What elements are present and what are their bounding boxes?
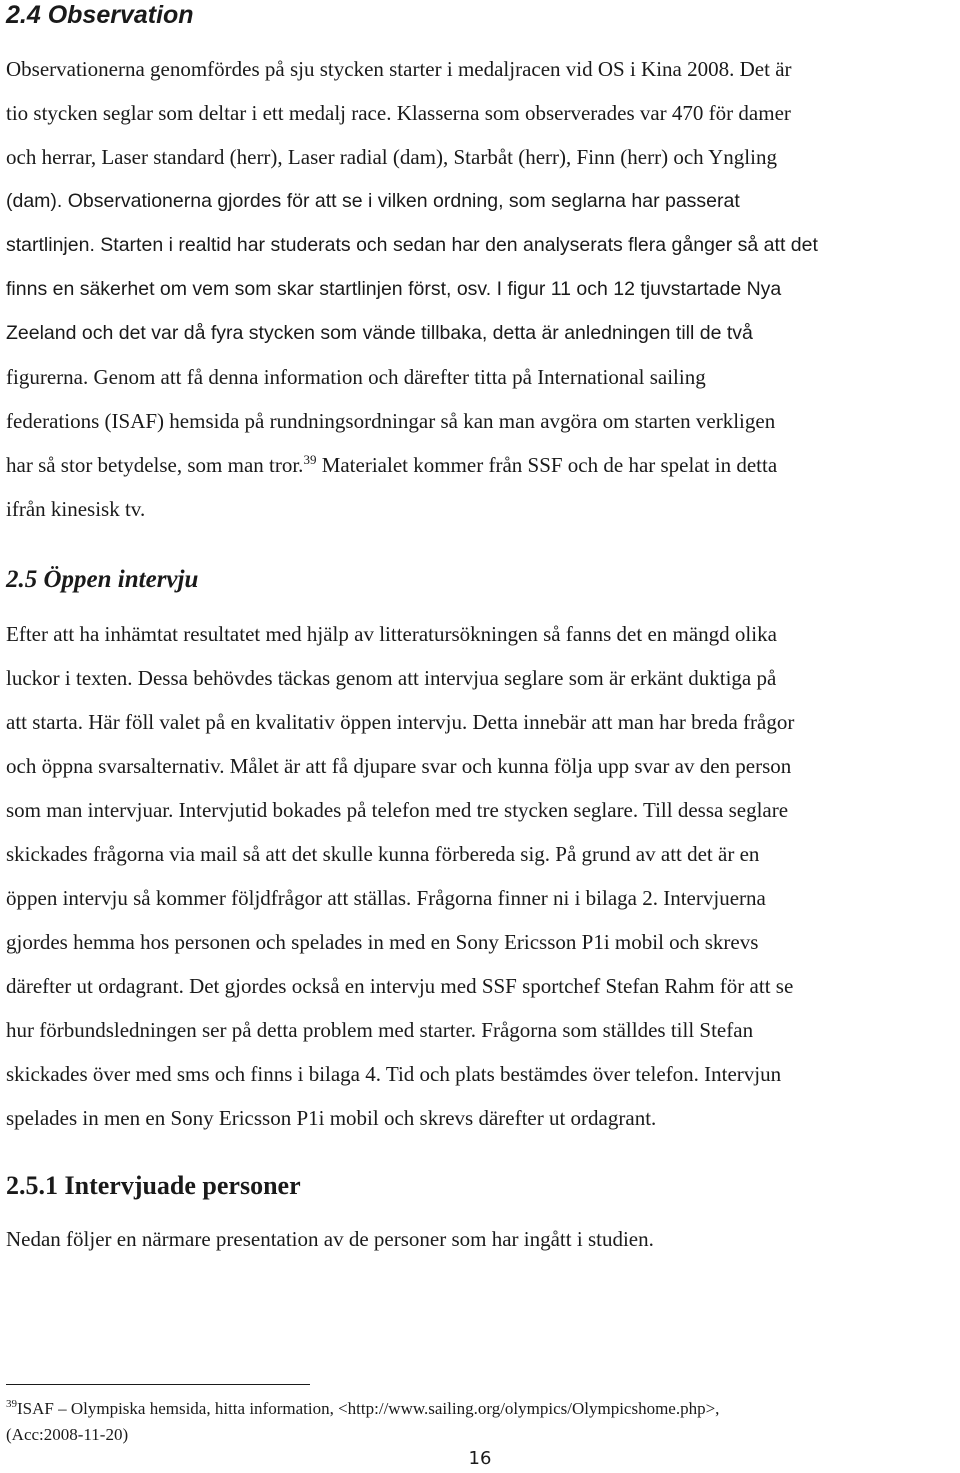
text-line: skickades över med sms och finns i bilaga 4. Tid och plats bestämdes över telefon. Intervjun <box>6 1062 782 1086</box>
text-line: och herrar, Laser standard (herr), Laser radial (dam), Starbåt (herr), Finn (herr) och Yngling <box>6 145 777 169</box>
text-line: federations (ISAF) hemsida på rundningsordningar så kan man avgöra om starten verkligen <box>6 409 776 433</box>
paragraph-interview <box>6 612 950 1140</box>
footnote-divider <box>6 1384 310 1385</box>
section-heading-interview: 2.5 Öppen intervju <box>6 566 199 593</box>
footnote-line: (Acc:2008-11-20) <box>6 1425 129 1444</box>
text-line: Efter att ha inhämtat resultatet med hjälp av litteratursökningen så fanns det en mängd olika <box>6 622 777 646</box>
text-line-with-footnote <box>6 443 950 487</box>
footnote-line <box>6 1396 950 1422</box>
text-line: hur förbundsledningen ser på detta problem med starter. Frågorna som ställdes till Stefan <box>6 1018 754 1042</box>
text-line: (dam). Observationerna gjordes för att se i vilken ordning, som seglarna har passerat <box>6 190 740 212</box>
section-heading-persons: 2.5.1 Intervjuade personer <box>6 1171 301 1200</box>
text-line: tio stycken seglar som deltar i ett medalj race. Klasserna som observerades var 470 för damer <box>6 101 791 125</box>
footnote-text[interactable]: ISAF – Olympiska hemsida, hitta information, <http://www.sailing.org/olympics/Olympicshome.php>, <box>17 1399 720 1418</box>
text-line: gjordes hemma hos personen och spelades in med en Sony Ericsson P1i mobil och skrevs <box>6 930 759 954</box>
paragraph-observation <box>6 47 950 531</box>
text-line: skickades frågorna via mail så att det skulle kunna förbereda sig. På grund av att det är en <box>6 842 760 866</box>
text-line: figurerna. Genom att få denna information och därefter titta på International sailing <box>6 365 706 389</box>
text-fragment: har så stor betydelse, som man tror. <box>6 453 304 477</box>
text-line: som man intervjuar. Intervjutid bokades på telefon med tre stycken seglare. Till dessa seglare <box>6 798 789 822</box>
section-heading-observation: 2.4 Observation <box>6 1 194 29</box>
text-line: och öppna svarsalternativ. Målet är att få djupare svar och kunna följa upp svar av den person <box>6 754 792 778</box>
footnote <box>6 1396 950 1448</box>
text-line: att starta. Här föll valet på en kvalitativ öppen intervju. Detta innebär att man har breda frågor <box>6 710 795 734</box>
footnote-number: 39 <box>6 1398 17 1410</box>
paragraph-persons <box>6 1217 950 1261</box>
text-line: startlinjen. Starten i realtid har studerats och sedan har den analyserats flera gånger så att det <box>6 234 818 256</box>
text-line: finns en säkerhet om vem som skar startlinjen först, osv. I figur 11 och 12 tjuvstartade Nya <box>6 278 782 300</box>
text-line: ifrån kinesisk tv. <box>6 497 146 521</box>
text-line: Observationerna genomfördes på sju stycken starter i medaljracen vid OS i Kina 2008. Det är <box>6 57 792 81</box>
text-line: Nedan följer en närmare presentation av de personer som har ingått i studien. <box>6 1227 654 1251</box>
text-line: därefter ut ordagrant. Det gjordes också en intervju med SSF sportchef Stefan Rahm för att se <box>6 974 794 998</box>
footnote-reference[interactable]: 39 <box>303 452 317 467</box>
page-number: 16 <box>468 1448 492 1469</box>
text-fragment: Materialet kommer från SSF och de har spelat in detta <box>316 453 778 477</box>
text-line: spelades in men en Sony Ericsson P1i mobil och skrevs därefter ut ordagrant. <box>6 1106 657 1130</box>
text-line: öppen intervju så kommer följdfrågor att ställas. Frågorna finner ni i bilaga 2. Intervjuerna <box>6 886 766 910</box>
text-line: Zeeland och det var då fyra stycken som vände tillbaka, detta är anledningen till de två <box>6 322 753 344</box>
text-line: luckor i texten. Dessa behövdes täckas genom att intervjua seglare som är erkänt duktiga på <box>6 666 777 690</box>
